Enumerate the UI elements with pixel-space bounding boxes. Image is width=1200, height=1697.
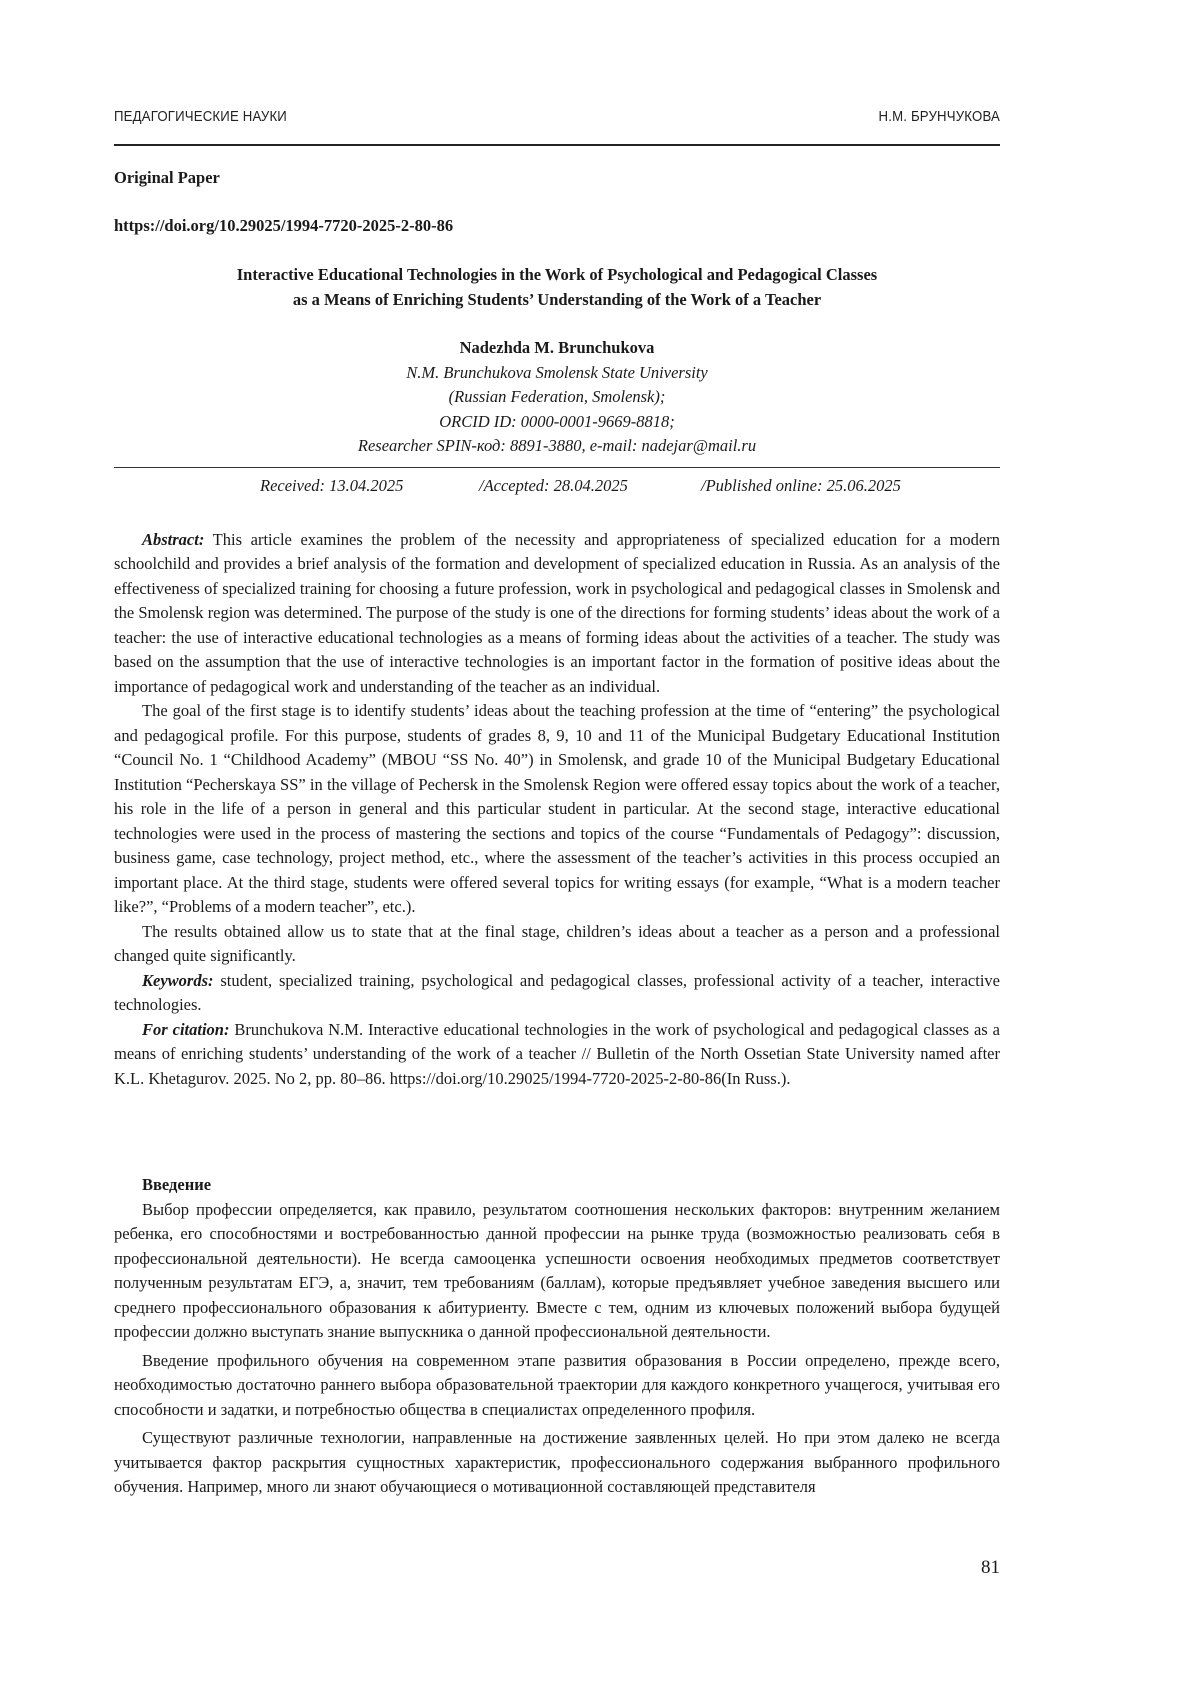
introduction-section	[114, 1173, 1000, 1500]
keywords-text: student, specialized training, psychological and pedagogical classes, professional activity of a teacher, interactive technologies.	[114, 970, 1000, 1014]
running-head	[114, 108, 1000, 146]
abstract-label: Abstract:	[142, 529, 205, 549]
title-line-1: Interactive Educational Technologies in the Work of Psychological and Pedagogical Classes	[236, 265, 878, 284]
keywords-label: Keywords:	[142, 970, 214, 990]
author-block	[114, 336, 1000, 459]
author-location: (Russian Federation, Smolensk);	[448, 387, 666, 406]
page-number: 81	[981, 1557, 1000, 1578]
abstract-paragraph-3: The results obtained allow us to state that at the final stage, children’s ideas about a teacher as a person and a professional changed quite significantly.	[114, 921, 1000, 965]
introduction-paragraph-2: Введение профильного обучения на современном этапе развития образования в России определено, прежде всего, необходимостью достаточно раннего выбора образовательной траектории для каждого конкретного учащегося, учитывая его способности и задатки, и потребностью общества в специалистах определенного профиля.	[114, 1350, 1000, 1419]
running-head-author: Н.М. БРУНЧУКОВА	[878, 108, 1000, 125]
introduction-heading: Введение	[142, 1175, 212, 1194]
abstract-paragraph-2: The goal of the first stage is to identify students’ ideas about the teaching profession at the time of “entering” the psychological and pedagogical profile. For this purpose, students of grades 8, 9, 10 and 11 of the Municipal Budgetary Educational Institution “Council No. 1 “Childhood Academy” (MBOU “SS No. 40”) in Smolensk, and grade 10 of the Municipal Budgetary Educational Institution “Pecherskaya SS” in the village of Pechersk in the Smolensk Region were offered essay topics about the work of a teacher, his role in the life of a person in general and this particular student in particular. At the second stage, interactive educational technologies were used in the process of mastering the sections and topics of the course “Fundamentals of Pedagogy”: discussion, business game, case technology, project method, etc., where the assessment of the teacher’s activities in this process occupied an important place. At the third stage, students were offered several topics for writing essays (for example, “What is a modern teacher like?”, “Problems of a modern teacher”, etc.).	[114, 701, 1000, 916]
abstract-section	[114, 528, 1000, 1092]
title-line-2: as a Means of Enriching Students’ Understanding of the Work of a Teacher	[292, 289, 822, 309]
author-name: Nadezhda M. Brunchukova	[459, 338, 655, 357]
introduction-paragraph-1: Выбор профессии определяется, как правило, результатом соотношения нескольких факторов: внутренним желанием ребенка, его способностями и востребованностью данной профессии на рынке труда (возможностью реализовать себя в профессиональной деятельности). Не всегда самооценка успешности освоения необходимых предметов соответствует полученным результатам ЕГЭ, а, значит, тем требованиям (баллам), которые предъявляет учебное заведения высшего или среднего профессионального образования к абитуриенту. Вместе с тем, одним из ключевых положений выбора будущей профессии должно выступать знание выпускника о данной профессиональной деятельности.	[114, 1199, 1000, 1341]
author-spin-email: Researcher SPIN-код: 8891-3880, e-mail: nadejar@mail.ru	[357, 436, 757, 455]
abstract-text-1: This article examines the problem of the necessity and appropriateness of specialized education for a modern schoolchild and provides a brief analysis of the formation and development of specialized education in Russia. As an analysis of the effectiveness of specialized training for choosing a future profession, work in psychological and pedagogical classes in Smolensk and the Smolensk region was determined. The purpose of the study is one of the directions for forming students’ ideas about the work of a teacher: the use of interactive educational technologies as a means of forming ideas about the activities of a teacher. The study was based on the assumption that the use of interactive technologies is an important factor in the formation of positive ideas about the importance of pedagogical work and understanding of the teacher as an individual.	[114, 529, 1000, 696]
running-head-section: ПЕДАГОГИЧЕСКИЕ НАУКИ	[114, 108, 287, 125]
author-affiliation: N.M. Brunchukova Smolensk State University	[406, 362, 708, 382]
date-accepted: /Accepted: 28.04.2025	[479, 475, 628, 495]
citation-label: For citation:	[142, 1019, 230, 1039]
date-received: Received: 13.04.2025	[260, 475, 404, 495]
article-title	[114, 263, 1000, 312]
author-orcid: ORCID ID: 0000-0001-9669-8818;	[439, 411, 675, 431]
introduction-paragraph-3: Существуют различные технологии, направленные на достижение заявленных целей. Но при этом далеко не всегда учитывается фактор раскрытия сущностных характеристик, профессионального содержания выбранного профильного обучения. Например, много ли знают обучающиеся о мотивационной составляющей представителя	[114, 1428, 1000, 1496]
citation-text: Brunchukova N.M. Interactive educational technologies in the work of psychological and pedagogical classes as a means of enriching students’ understanding of the work of a teacher // Bulletin of the North Ossetian State University named after K.L. Khetagurov. 2025. No 2, pp. 80–86. https://doi.org/10.29025/1994-7720-2025-2-80-86(In Russ.).	[114, 1019, 1000, 1088]
citation-paragraph	[114, 1018, 1000, 1092]
article-body	[114, 166, 1000, 1504]
publication-dates	[114, 474, 1000, 502]
keywords-paragraph	[114, 969, 1000, 1018]
date-published: /Published online: 25.06.2025	[701, 475, 901, 495]
paper-type: Original Paper	[114, 168, 220, 187]
abstract-paragraph-1	[114, 528, 1000, 700]
divider	[114, 467, 1000, 468]
doi-link[interactable]: https://doi.org/10.29025/1994-7720-2025-2-80-86	[114, 216, 454, 235]
